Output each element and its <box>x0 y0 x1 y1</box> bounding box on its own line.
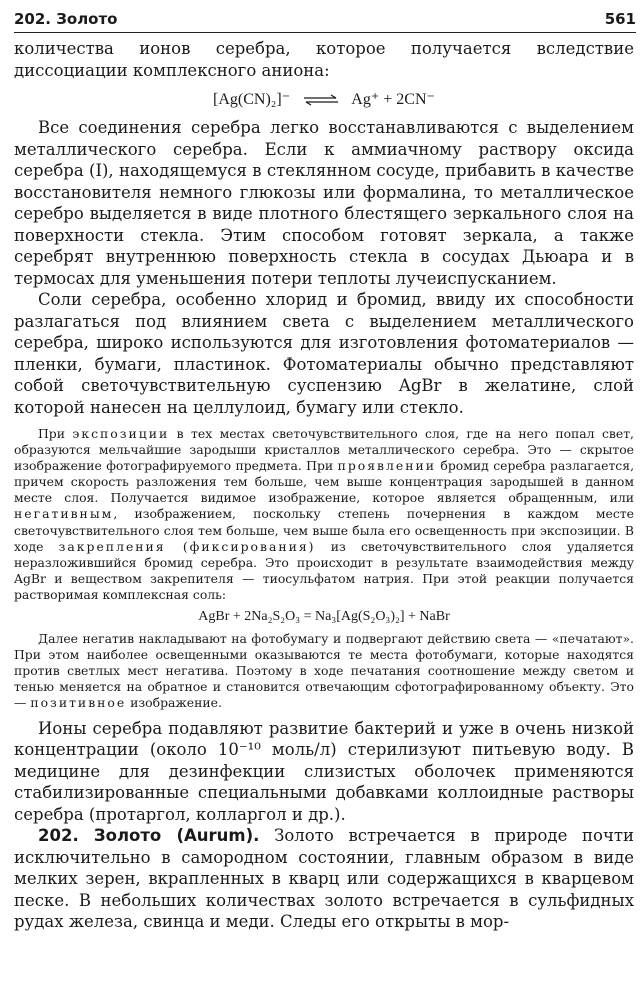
formula-dissociation <box>14 89 634 109</box>
term-positive: позитивное <box>30 695 127 711</box>
formula-left: [Ag(CN)₂]⁻ <box>213 91 291 108</box>
term-fixing: закрепления (фиксирования) <box>58 538 316 554</box>
formula-right: Ag⁺ + 2CN⁻ <box>351 91 435 108</box>
small-print-printing: Далее негатив накладывают на фотобумагу и подвергают действию света — «печатают». При этом наиболее освещенными оказываются те места фотобумаги, которые находятся против светлых мест негатива. Поэтому в ходе печатания соотношение между светом и тенью меняется на обратное и становится отвечающим сфотографированному объекту. Это — позитивное изображение. <box>14 631 634 711</box>
running-title: 202. Золото <box>14 10 118 28</box>
paragraph-silver-reduction: Все соединения серебра легко восстанавливаются с выделением металлического серебра. Если к аммиачному раствору оксида серебра (I), находящемуся в стеклянном сосуде, прибавить в качестве восстановителя немного глюкозы или формалина, то металлическое серебро выделяется в виде плотного блестящего зеркального слоя на поверхности стекла. Этим способом готовят зеркала, а также серебрят внутреннюю поверхность стекла в сосудах Дьюара и в термосах для уменьшения потери теплоты лучеиспусканием. <box>14 118 634 288</box>
term-negative: негативным <box>14 506 114 522</box>
paragraph-silver-salts: Соли серебра, особенно хлорид и бромид, ввиду их способности разлагаться под влиянием света с выделением металлического серебра, широко используются для изготовления фотоматериалов — пленки, бумаги, пластинок. Фотоматериалы обычно представляют собой светочувствительную суспензию AgBr в желатине, слой которой нанесен на целлулоид, бумагу или стекло. <box>14 290 634 417</box>
formula-fixing-reaction: AgBr + 2Na₂S₂O₃ = Na₃[Ag(S₂O₃)₂] + NaBr <box>198 609 450 625</box>
paragraph-continuation: количества ионов серебра, которое получается вследствие диссоциации комплексного аниона: <box>14 39 634 80</box>
page-header <box>14 4 636 33</box>
section-heading-gold: 202. Золото (Aurum). <box>38 826 260 845</box>
paragraph-gold: 202. Золото (Aurum). Золото встречается в природе почти исключительно в самородном состоянии, главным образом в виде мелких зерен, вкрапленных в кварц или содержащихся в кварцевом песке. В небольших количествах золото встречается в сульфидных рудах железа, свинца и меди. Следы его открыты в мор- <box>14 826 634 931</box>
term-exposure: экспозиции <box>72 426 170 441</box>
page-body <box>14 38 634 933</box>
page-number: 561 <box>604 10 636 28</box>
paragraph-silver-bactericide: Ионы серебра подавляют развитие бактерий и уже в очень низкой концентрации (около 10⁻¹⁰ моль/л) стерилизуют питьевую воду. В медицине для дезинфекции слизистых оболочек применяются стабилизированные специальными добавками коллоидные растворы серебра (протаргол, колларгол и др.). <box>14 718 634 824</box>
equilibrium-arrows-icon <box>302 94 340 106</box>
term-development: проявлении <box>337 458 437 474</box>
small-print-photo-process: При экспозиции в тех местах светочувствительного слоя, где на него попал свет, образуются мельчайшие зародыши кристаллов металлического серебра. Это — скрытое изображение фотографируемого предмета. При проявлении бромид серебра разлагается, причем скорость разложения тем больше, чем выше концентрация зародышей в данном месте слоя. Получается видимое изображение, которое является обращенным, или негативным, изображением, поскольку степень почернения в каждом месте светочувствительного слоя тем больше, чем выше была его освещенность при экспозиции. В ходе закрепления (фиксирования) из светочувствительного слоя удаляется неразложившийся бромид серебра. Это происходит в результате взаимодействия между AgBr и веществом закрепителя — тиосульфатом натрия. При этой реакции получается растворимая комплексная соль: <box>14 426 635 602</box>
